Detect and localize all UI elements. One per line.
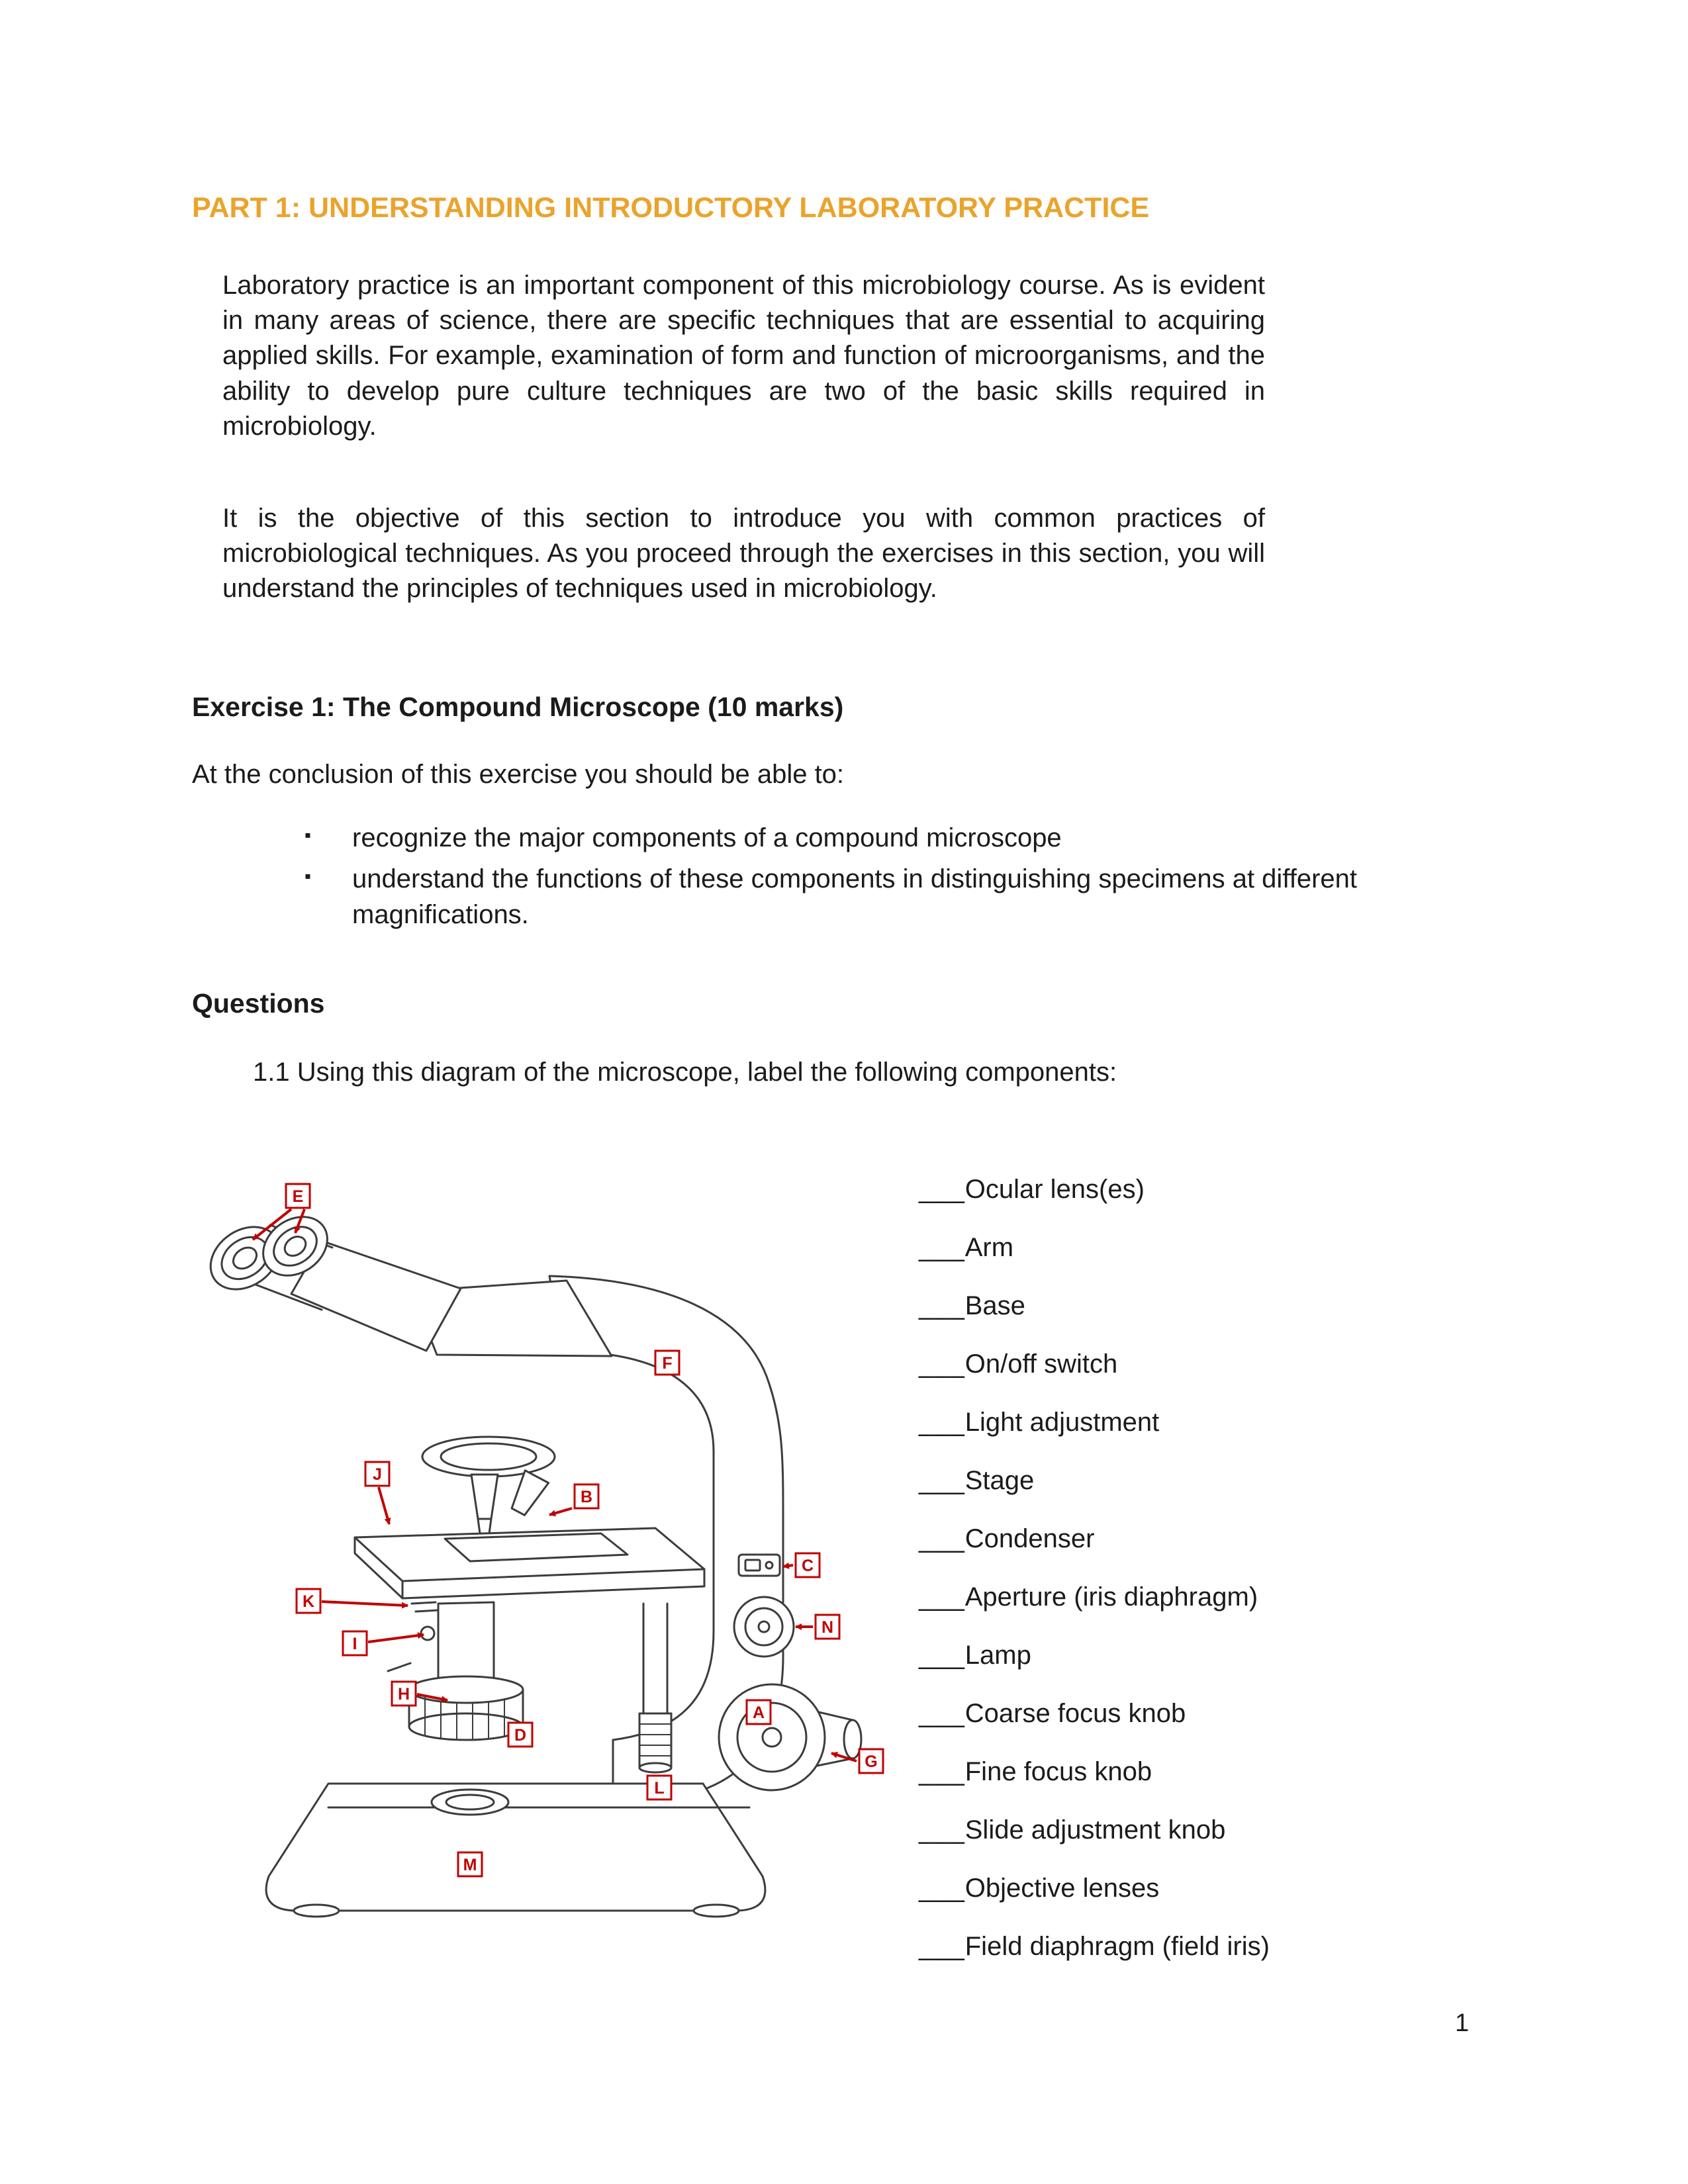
answer-line	[919, 1233, 1270, 1263]
answer-label: Condenser	[964, 1524, 1095, 1553]
bullet-square-icon: ▪	[305, 824, 311, 845]
diagram-label-k	[297, 1589, 320, 1613]
diagram-label-j	[365, 1462, 389, 1486]
microscope-line-art	[199, 1205, 861, 1917]
answer-blank: ___	[919, 1291, 965, 1320]
svg-text:G: G	[865, 1752, 878, 1771]
objectives-list	[305, 820, 1390, 933]
intro-paragraph-1: Laboratory practice is an important component of this microbiology course. As is evident in many areas of science, there are specific techniques that are essential to acquiring applied skills. For example, examination of form and function of microorganisms, and the ability to develop pure culture techniques are two of the basic skills required in microbiology.	[222, 271, 1265, 441]
answer-label: Objective lenses	[964, 1873, 1160, 1903]
answer-blank: ___	[919, 1524, 965, 1553]
svg-text:C: C	[801, 1556, 814, 1575]
answer-line	[919, 1641, 1270, 1670]
answer-label: Ocular lens(es)	[964, 1174, 1145, 1204]
diagram-label-n	[816, 1615, 839, 1639]
svg-text:K: K	[302, 1592, 315, 1611]
svg-text:F: F	[662, 1353, 673, 1373]
answer-label: Lamp	[964, 1640, 1031, 1670]
answer-label: Slide adjustment knob	[964, 1815, 1226, 1844]
answer-blank-list	[919, 1140, 1270, 1990]
exercise-intro: At the conclusion of this exercise you should be able to:	[192, 759, 845, 789]
intro-paragraph-2: It is the objective of this section to introduce you with common practices of microbiological techniques. As you proceed through the exercises in this section, you will understand the principles of techniques used in microbiology.	[222, 503, 1265, 604]
answer-label: On/off switch	[964, 1349, 1118, 1379]
svg-text:A: A	[752, 1703, 765, 1722]
svg-text:D: D	[514, 1725, 527, 1745]
answer-line	[919, 1757, 1270, 1787]
answer-blank: ___	[919, 1174, 965, 1204]
answer-blank: ___	[919, 1873, 965, 1903]
answer-line	[919, 1582, 1270, 1612]
answer-label: Coarse focus knob	[964, 1698, 1186, 1728]
diagram-label-i	[343, 1631, 367, 1655]
answer-label: Fine focus knob	[964, 1756, 1152, 1786]
objective-item	[305, 861, 1390, 933]
answer-label: Stage	[964, 1465, 1035, 1495]
questions-heading: Questions	[192, 987, 325, 1019]
objective-item	[305, 820, 1390, 856]
answer-blank: ___	[919, 1756, 965, 1786]
answer-line	[919, 1466, 1270, 1496]
diagram-label-h	[392, 1682, 416, 1706]
answer-label: Base	[964, 1291, 1025, 1320]
diagram-label-a	[747, 1700, 771, 1724]
svg-text:B: B	[580, 1487, 593, 1506]
svg-text:N: N	[821, 1617, 834, 1637]
answer-label: Field diaphragm (field iris)	[964, 1931, 1270, 1961]
answer-label: Aperture (iris diaphragm)	[964, 1582, 1258, 1612]
diagram-label-c	[796, 1553, 820, 1577]
objective-text: recognize the major components of a compound microscope	[352, 823, 1062, 852]
svg-text:L: L	[654, 1778, 665, 1797]
diagram-label-g	[859, 1749, 883, 1773]
objective-text: understand the functions of these components in distinguishing specimens at different magnifications.	[352, 864, 1357, 929]
answer-line	[919, 1291, 1270, 1321]
answer-blank: ___	[919, 1349, 965, 1379]
answer-blank: ___	[919, 1582, 965, 1612]
answer-line	[919, 1874, 1270, 1903]
answer-blank: ___	[919, 1931, 965, 1961]
answer-blank: ___	[919, 1815, 965, 1844]
answer-blank: ___	[919, 1232, 965, 1262]
diagram-label-e	[286, 1184, 310, 1208]
svg-text:M: M	[463, 1855, 477, 1874]
answer-blank: ___	[919, 1698, 965, 1728]
answer-label: Arm	[964, 1232, 1014, 1262]
figure-row	[192, 1140, 1496, 1990]
page-number: 1	[1455, 2009, 1470, 2037]
exercise-heading: Exercise 1: The Compound Microscope (10 marks)	[192, 691, 844, 722]
answer-line	[919, 1175, 1270, 1205]
diagram-label-f	[655, 1351, 679, 1375]
answer-blank: ___	[919, 1640, 965, 1670]
diagram-label-b	[575, 1484, 598, 1508]
microscope-diagram	[192, 1140, 887, 1934]
diagram-label-m	[458, 1852, 482, 1876]
part-title: PART 1: UNDERSTANDING INTRODUCTORY LABORATORY PRACTICE	[192, 192, 1150, 224]
answer-blank: ___	[919, 1465, 965, 1495]
svg-text:E: E	[292, 1187, 304, 1206]
answer-line	[919, 1932, 1270, 1962]
answer-line	[919, 1815, 1270, 1845]
answer-label: Light adjustment	[964, 1407, 1160, 1437]
answer-line	[919, 1524, 1270, 1554]
answer-line	[919, 1408, 1270, 1437]
diagram-label-l	[647, 1776, 671, 1799]
diagram-label-d	[508, 1723, 532, 1747]
svg-text:I: I	[352, 1634, 357, 1653]
svg-text:J: J	[373, 1465, 382, 1484]
bullet-square-icon: ▪	[305, 865, 311, 886]
question-1-1: 1.1 Using this diagram of the microscope, label the following components:	[253, 1057, 1117, 1087]
answer-line	[919, 1349, 1270, 1379]
answer-blank: ___	[919, 1407, 965, 1437]
answer-line	[919, 1699, 1270, 1729]
svg-text:H: H	[397, 1684, 410, 1704]
